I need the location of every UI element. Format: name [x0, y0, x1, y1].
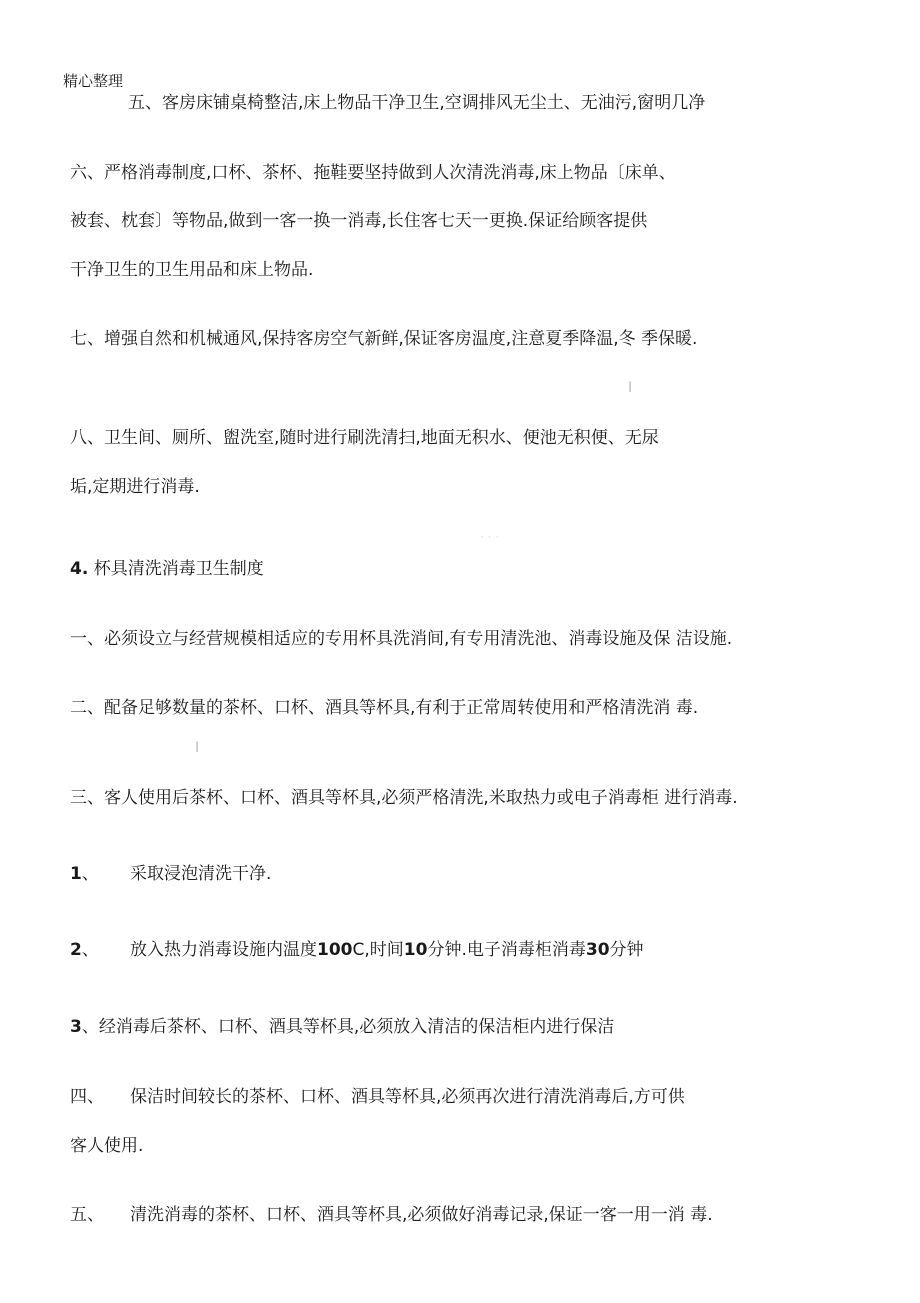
step-1-label	[70, 863, 130, 885]
faint-smudge: · · ·	[480, 530, 500, 544]
step-1-text: 采取浸泡清洗干净.	[130, 864, 272, 884]
step-2-minutes-a: 10	[403, 940, 428, 960]
section-heading	[70, 558, 264, 580]
paragraph-7: 七、增强自然和机械通风,保持客房空气新鲜,保证客房温度,注意夏季降温,冬 季保暖.	[70, 329, 698, 349]
cup-rule-5	[70, 1204, 713, 1226]
step-2-temperature: 100	[317, 940, 353, 960]
stray-mark: I	[195, 740, 200, 756]
cup-rule-4-label: 四、	[70, 1087, 104, 1107]
step-2-label	[70, 939, 130, 961]
step-2-separator: 、	[81, 940, 99, 960]
paragraph-6-line-1: 六、严格消毒制度,口杯、茶杯、拖鞋要坚持做到人次清洗消毒,床上物品〔床单、	[70, 163, 676, 183]
stray-mark: I	[628, 380, 633, 396]
cup-rule-1: 一、必须设立与经营规模相适应的专用杯具洗消间,有专用清洗池、消毒设施及保 洁设施.	[70, 629, 733, 649]
step-2-number: 2	[70, 940, 82, 960]
step-1	[70, 863, 271, 885]
step-2-text	[130, 939, 644, 961]
step-2-text-d: 分钟	[609, 940, 644, 960]
step-3-number: 3	[70, 1017, 82, 1037]
paragraph-6-line-3: 干净卫生的卫生用品和床上物品.	[70, 260, 314, 280]
section-number: 4.	[70, 559, 89, 579]
step-2-minutes-b: 30	[585, 940, 610, 960]
cup-rule-4-line-1	[70, 1086, 685, 1108]
step-2-text-b: C,时间	[352, 940, 404, 960]
cup-rule-2: 二、配备足够数量的茶杯、口杯、酒具等杯具,有利于正常周转使用和严格清洗消 毒.	[70, 698, 699, 718]
paragraph-6-line-2: 被套、枕套〕等物品,做到一客一换一消毒,长住客七天一更换.保证给顾客提供	[70, 211, 648, 231]
cup-rule-4-line-2: 客人使用.	[70, 1136, 144, 1156]
step-3-text: 、经消毒后茶杯、口杯、酒具等杯具,必须放入清洁的保洁柜内进行保洁	[81, 1017, 615, 1037]
cup-rule-3: 三、客人使用后茶杯、口杯、酒具等杯具,必须严格清洗,米取热力或电子消毒柜 进行消毒.	[70, 788, 738, 808]
cup-rule-5-text: 清洗消毒的茶杯、口杯、酒具等杯具,必须做好消毒记录,保证一客一用一消 毒.	[130, 1205, 713, 1225]
step-1-separator: 、	[81, 864, 99, 884]
cup-rule-5-label: 五、	[70, 1205, 104, 1225]
page-header: 精心整理	[63, 72, 124, 90]
paragraph-8-line-1: 八、卫生间、厕所、盥洗室,随时进行刷洗清扫,地面无积水、便池无积便、无尿	[70, 428, 659, 448]
step-3	[70, 1016, 614, 1038]
section-title: 杯具清洗消毒卫生制度	[93, 559, 264, 579]
cup-rule-4-text: 保洁时间较长的茶杯、口杯、酒具等杯具,必须再次进行清洗消毒后,方可供	[130, 1087, 685, 1107]
paragraph-5: 五、客房床铺桌椅整洁,床上物品干净卫生,空调排风无尘土、无油污,窗明几净	[128, 93, 706, 113]
step-1-number: 1	[70, 864, 82, 884]
step-2-text-c: 分钟.电子消毒柜消毒	[427, 940, 586, 960]
paragraph-8-line-2: 垢,定期进行消毒.	[70, 477, 200, 497]
step-2-text-a: 放入热力消毒设施内温度	[130, 940, 317, 960]
step-2	[70, 939, 644, 961]
